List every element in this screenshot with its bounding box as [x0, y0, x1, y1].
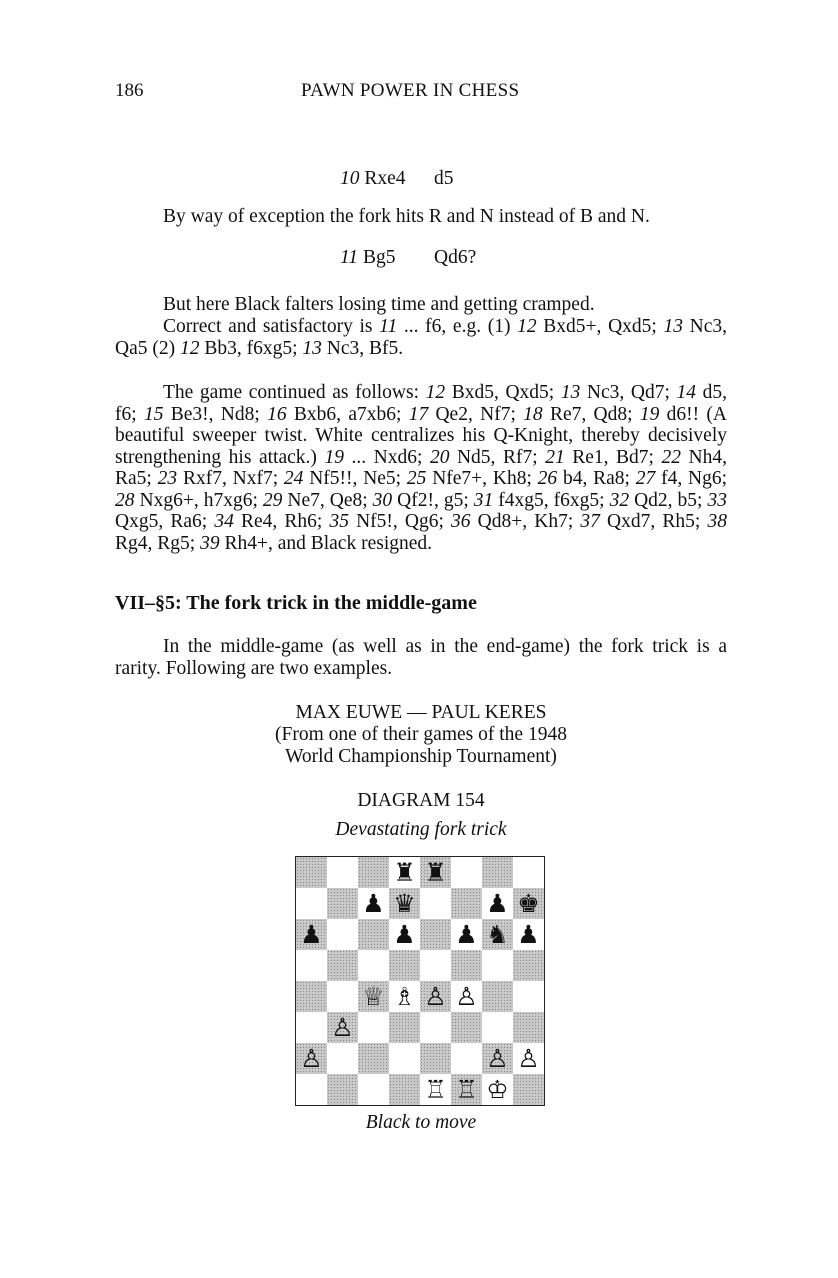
- chess-board: [295, 856, 545, 1106]
- move-number: 35: [329, 511, 349, 532]
- move-number: 31: [473, 489, 494, 511]
- square-g8: [482, 857, 513, 888]
- game-source-line2: World Championship Tournament): [285, 746, 557, 767]
- move-number: 24: [283, 468, 304, 489]
- piece-g2: ♙: [486, 1044, 509, 1073]
- move-number: 12: [179, 337, 200, 359]
- white-move: Bg5: [362, 247, 396, 268]
- move-number: 28: [115, 489, 135, 511]
- move-number: 13: [302, 337, 322, 359]
- square-e6: [420, 919, 451, 950]
- page-number: 186: [115, 80, 144, 101]
- piece-h7: ♚: [517, 889, 540, 918]
- move-number: 19: [324, 446, 344, 468]
- move-number: 36: [451, 511, 471, 532]
- piece-b3: ♙: [331, 1013, 354, 1042]
- move-number: 27: [635, 468, 656, 489]
- move-number: 19: [639, 403, 660, 425]
- square-a8: [296, 857, 327, 888]
- move-number: 18: [523, 403, 543, 425]
- square-d1: [389, 1074, 420, 1105]
- move-number: 11: [340, 247, 359, 268]
- move-number: 37: [580, 511, 600, 532]
- square-b6: [327, 919, 358, 950]
- move-number: 13: [663, 316, 683, 337]
- piece-f4: ♙: [455, 982, 478, 1011]
- square-g4: [482, 981, 513, 1012]
- square-a3: [296, 1012, 327, 1043]
- square-f7: [451, 888, 482, 919]
- piece-d8: ♜: [393, 858, 416, 887]
- square-a4: [296, 981, 327, 1012]
- square-b4: [327, 981, 358, 1012]
- piece-c4: ♕: [362, 982, 385, 1011]
- square-h4: [513, 981, 544, 1012]
- square-b7: [327, 888, 358, 919]
- square-c8: [358, 857, 389, 888]
- white-move: Rxe4: [364, 168, 406, 189]
- piece-d6: ♟: [393, 920, 416, 949]
- move-number: 12: [425, 382, 446, 403]
- move-number: 11: [379, 316, 398, 337]
- paragraph-middle-game: In the middle-game (as well as in the end-game) the fork trick is a rarity. Following are two examples.: [115, 636, 727, 679]
- square-b5: [327, 950, 358, 981]
- move-number: 12: [517, 316, 537, 337]
- move-number: 21: [545, 446, 565, 468]
- move-number: 14: [676, 382, 697, 403]
- move-number: 25: [406, 468, 427, 489]
- square-c6: [358, 919, 389, 950]
- piece-f6: ♟: [455, 920, 478, 949]
- square-b1: [327, 1074, 358, 1105]
- square-c2: [358, 1043, 389, 1074]
- piece-e4: ♙: [424, 982, 447, 1011]
- square-b2: [327, 1043, 358, 1074]
- square-a1: [296, 1074, 327, 1105]
- square-e5: [420, 950, 451, 981]
- paragraph-exception: By way of exception the fork hits R and N instead of B and N.: [163, 206, 650, 227]
- piece-d4: ♗: [393, 982, 416, 1011]
- diagram-caption: Black to move: [365, 1112, 477, 1133]
- move-number: 13: [560, 382, 581, 403]
- square-c1: [358, 1074, 389, 1105]
- square-c3: [358, 1012, 389, 1043]
- game-source-line1: (From one of their games of the 1948: [275, 724, 567, 745]
- move-number: 26: [537, 468, 558, 489]
- square-h3: [513, 1012, 544, 1043]
- square-c5: [358, 950, 389, 981]
- piece-d7: ♛: [393, 889, 416, 918]
- square-e7: [420, 888, 451, 919]
- move-number: 34: [214, 511, 234, 532]
- square-g3: [482, 1012, 513, 1043]
- piece-e1: ♖: [424, 1075, 447, 1104]
- paragraph-game: The game continued as follows: 12 Bxd5, Qxd5; 13 Nc3, Qd7; 14 d5, f6; 15 Be3!, Nd8; 16 Bxb6, a7xb6; 17 Qe2, Nf7; 18 Re7, Qd8; 19 d6!! (A beautiful sweeper twist. White centralizes his Q-Knight, thereby decisively strengthening his attack.) 19 ... Nxd6; 20 Nd5, Rf7; 21 Re1, Bd7; 22 Nh4, Ra5; 23 Rxf7, Nxf7; 24 Nf5!!, Ne5; 25 Nfe7+, Kh8; 26 b4, Ra8; 27 f4, Ng6; 28 Nxg6+, h7xg6; 29 Ne7, Qe8; 30 Qf2!, g5; 31 f4xg5, f6xg5; 32 Qd2, b5; 33 Qxg5, Ra6; 34 Re4, Rh6; 35 Nf5!, Qg6; 36 Qd8+, Kh7; 37 Qxd7, Rh5; 38 Rg4, Rg5; 39 Rh4+, and Black resigned.: [115, 382, 728, 554]
- square-d3: [389, 1012, 420, 1043]
- move-number: 20: [429, 446, 450, 468]
- piece-g7: ♟: [486, 889, 509, 918]
- move-number: 39: [200, 532, 220, 554]
- move-number: 10: [340, 168, 360, 189]
- piece-c7: ♟: [362, 889, 385, 918]
- square-d2: [389, 1043, 420, 1074]
- square-h1: [513, 1074, 544, 1105]
- square-e3: [420, 1012, 451, 1043]
- move-number: 33: [707, 489, 727, 511]
- piece-g1: ♔: [486, 1075, 509, 1104]
- move-number: 16: [267, 403, 287, 425]
- square-b8: [327, 857, 358, 888]
- piece-a6: ♟: [300, 920, 323, 949]
- square-h8: [513, 857, 544, 888]
- square-a7: [296, 888, 327, 919]
- section-heading: VII–§5: The fork trick in the middle-game: [115, 592, 477, 614]
- move-number: 29: [262, 489, 283, 511]
- square-g5: [482, 950, 513, 981]
- move-number: 38: [707, 511, 727, 532]
- paragraph-falters: But here Black falters losing time and getting cramped.: [163, 294, 595, 315]
- piece-f1: ♖: [455, 1075, 478, 1104]
- paragraph-correct: Correct and satisfactory is 11 ... f6, e.g. (1) 12 Bxd5+, Qxd5; 13 Nc3, Qa5 (2) 12 Bb3, f6xg5; 13 Nc3, Bf5.: [115, 316, 728, 359]
- piece-g6: ♞: [486, 920, 509, 949]
- square-e2: [420, 1043, 451, 1074]
- piece-a2: ♙: [300, 1044, 323, 1073]
- piece-h2: ♙: [517, 1044, 540, 1073]
- page-header: [115, 80, 727, 106]
- game-players: MAX EUWE — PAUL KERES: [295, 702, 547, 723]
- piece-h6: ♟: [517, 920, 540, 949]
- move-number: 17: [408, 403, 429, 425]
- square-d5: [389, 950, 420, 981]
- black-move: Qd6?: [434, 247, 477, 268]
- black-move: d5: [434, 168, 454, 189]
- move-number: 32: [609, 489, 630, 511]
- square-h5: [513, 950, 544, 981]
- move-number: 22: [661, 446, 682, 468]
- square-f5: [451, 950, 482, 981]
- square-f8: [451, 857, 482, 888]
- move-number: 15: [143, 403, 164, 425]
- diagram-title: Devastating fork trick: [335, 819, 507, 840]
- running-title: PAWN POWER IN CHESS: [301, 80, 520, 101]
- square-a5: [296, 950, 327, 981]
- piece-e8: ♜: [424, 858, 447, 887]
- move-number: 30: [372, 489, 393, 511]
- diagram-label: DIAGRAM 154: [357, 790, 485, 811]
- move-number: 23: [157, 468, 178, 489]
- square-f3: [451, 1012, 482, 1043]
- square-f2: [451, 1043, 482, 1074]
